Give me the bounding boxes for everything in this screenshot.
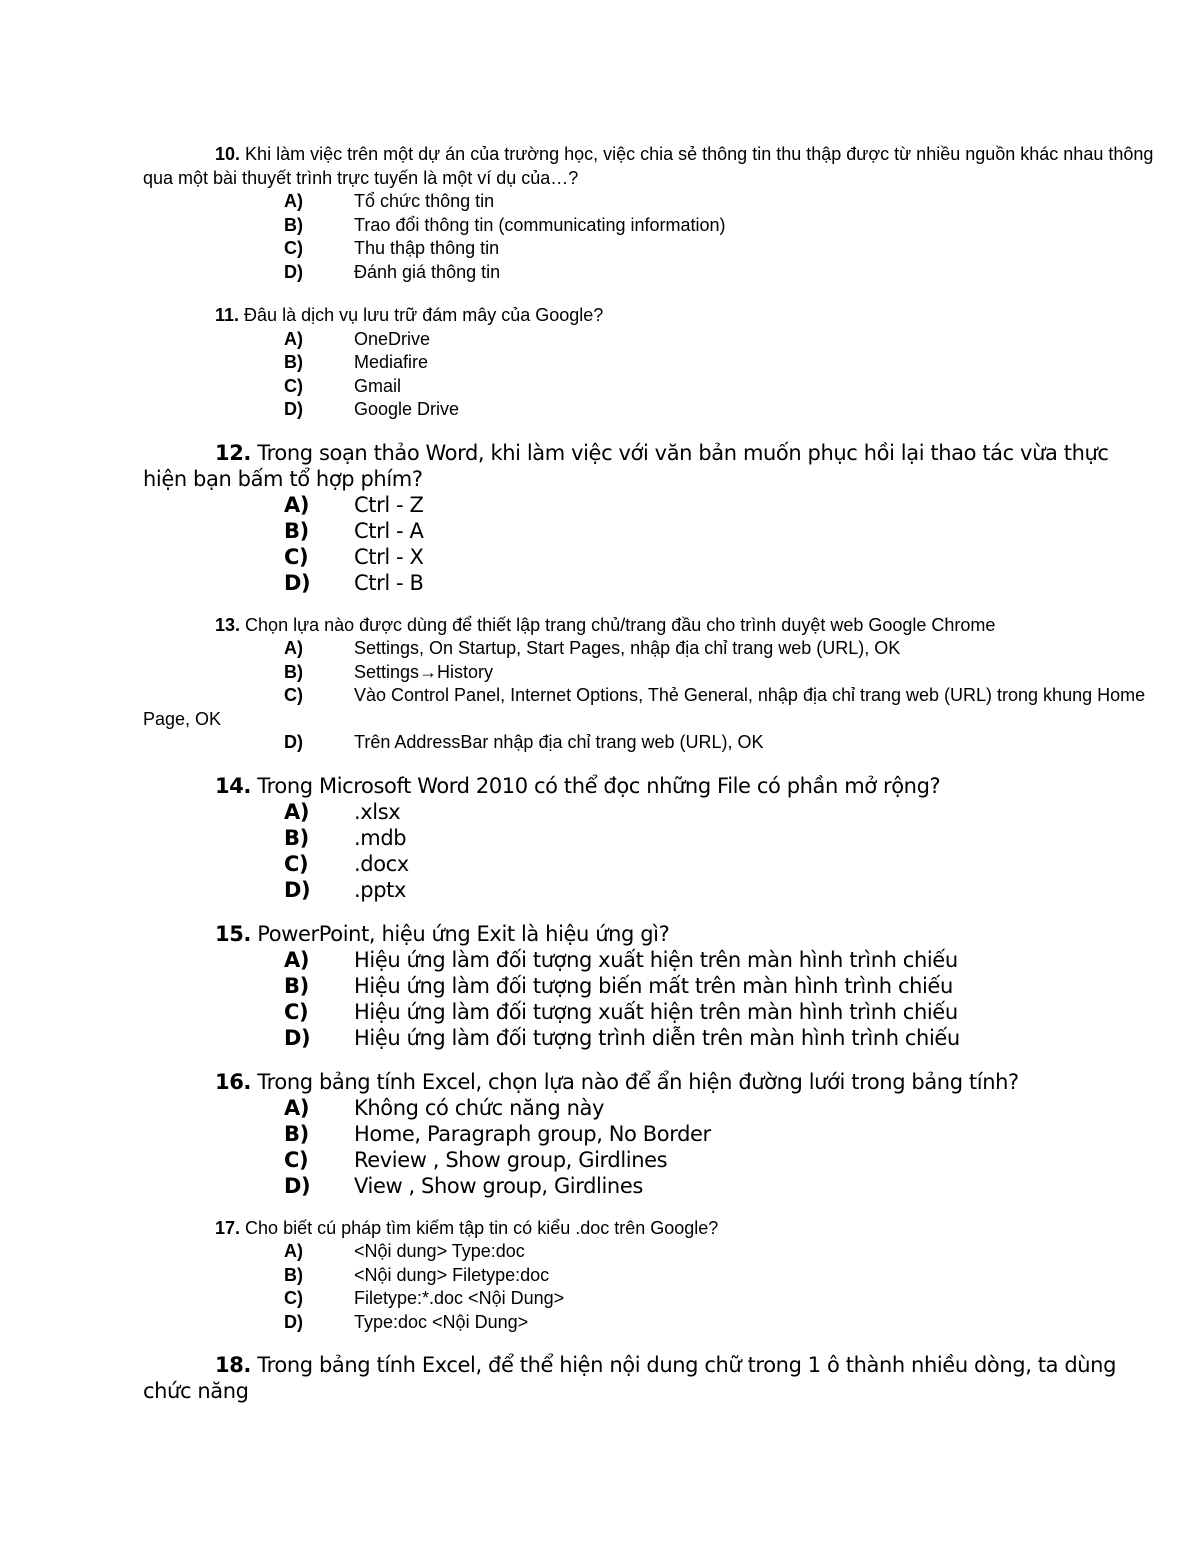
option-text: Ctrl - Z xyxy=(354,492,424,517)
option-letter: B) xyxy=(284,1121,309,1146)
option-c[interactable] xyxy=(143,237,1155,261)
option-d[interactable] xyxy=(143,731,1155,755)
option-letter: C) xyxy=(284,238,303,258)
option-letter: D) xyxy=(284,732,303,752)
option-text: Settings→History xyxy=(354,661,494,682)
option-text: Thu thập thông tin xyxy=(354,238,500,258)
option-letter: A) xyxy=(284,492,310,517)
option-d[interactable] xyxy=(143,398,1155,422)
option-letter: C) xyxy=(284,999,309,1024)
option-list xyxy=(143,492,1155,596)
question-text: Đâu là dịch vụ lưu trữ đám mây của Google? xyxy=(244,305,604,325)
option-c[interactable] xyxy=(143,851,1155,877)
option-b[interactable] xyxy=(143,1264,1155,1288)
question-11 xyxy=(143,304,1155,422)
option-text: .pptx xyxy=(354,877,406,902)
option-b[interactable] xyxy=(143,214,1155,238)
option-d[interactable] xyxy=(143,1311,1155,1335)
option-text: Ctrl - A xyxy=(354,518,424,543)
option-text: Ctrl - B xyxy=(354,570,424,595)
option-b[interactable] xyxy=(143,973,1155,999)
option-text: .xlsx xyxy=(354,799,401,824)
question-text: Trong bảng tính Excel, để thể hiện nội dung chữ trong 1 ô thành nhiều dòng, ta dùng chức năng xyxy=(143,1353,1117,1403)
option-text: Type:doc <Nội Dung> xyxy=(354,1311,529,1332)
question-14 xyxy=(143,773,1155,903)
option-c[interactable] xyxy=(143,684,1155,731)
option-text: .mdb xyxy=(354,825,407,850)
option-text: <Nội dung> Type:doc xyxy=(354,1241,525,1261)
question-15 xyxy=(143,921,1155,1051)
option-text: Vào Control Panel, Internet Options, Thẻ General, nhập địa chỉ trang web (URL) trong khung Home Page, OK xyxy=(143,685,1146,729)
option-text: Không có chức năng này xyxy=(354,1095,604,1120)
option-letter: D) xyxy=(284,1025,311,1050)
option-d[interactable] xyxy=(143,1173,1155,1199)
option-text: Settings, On Startup, Start Pages, nhập địa chỉ trang web (URL), OK xyxy=(354,638,901,658)
question-number: 13. xyxy=(215,614,241,635)
option-letter: D) xyxy=(284,399,303,419)
option-a[interactable] xyxy=(143,799,1155,825)
option-letter: D) xyxy=(284,261,303,282)
option-d[interactable] xyxy=(143,1025,1155,1051)
option-a[interactable] xyxy=(143,190,1155,214)
option-letter: B) xyxy=(284,214,303,235)
question-number: 12. xyxy=(215,440,252,465)
option-d[interactable] xyxy=(143,570,1155,596)
question-text: Cho biết cú pháp tìm kiếm tập tin có kiểu .doc trên Google? xyxy=(245,1217,719,1238)
option-letter: D) xyxy=(284,1311,303,1332)
option-a[interactable] xyxy=(143,328,1155,352)
option-letter: C) xyxy=(284,1288,303,1308)
option-text: Hiệu ứng làm đối tượng biến mất trên màn hình trình chiếu xyxy=(354,973,953,998)
question-18 xyxy=(143,1352,1155,1404)
option-list xyxy=(143,799,1155,903)
option-letter: C) xyxy=(284,375,303,396)
option-text: Hiệu ứng làm đối tượng xuất hiện trên màn hình trình chiếu xyxy=(354,999,958,1024)
option-text: Google Drive xyxy=(354,399,460,419)
option-c[interactable] xyxy=(143,1287,1155,1311)
question-17 xyxy=(143,1217,1155,1335)
option-letter: B) xyxy=(284,825,309,850)
option-letter: C) xyxy=(284,851,309,876)
option-text: <Nội dung> Filetype:doc xyxy=(354,1264,550,1285)
option-c[interactable] xyxy=(143,999,1155,1025)
question-text: Trong Microsoft Word 2010 có thể đọc những File có phần mở rộng? xyxy=(257,773,941,798)
option-text: Filetype:*.doc <Nội Dung> xyxy=(354,1288,565,1308)
option-letter: B) xyxy=(284,518,309,543)
option-b[interactable] xyxy=(143,825,1155,851)
option-c[interactable] xyxy=(143,1147,1155,1173)
option-text: View , Show group, Girdlines xyxy=(354,1173,643,1198)
question-13 xyxy=(143,614,1155,755)
option-a[interactable] xyxy=(143,492,1155,518)
question-text: PowerPoint, hiệu ứng Exit là hiệu ứng gì? xyxy=(257,921,670,946)
question-text: Khi làm việc trên một dự án của trường học, việc chia sẻ thông tin thu thập được từ nhiều nguồn khác nhau thông qua một bài thuyết trình trực tuyến là một ví dụ của…? xyxy=(143,144,1154,188)
option-letter: B) xyxy=(284,352,303,372)
option-letter: A) xyxy=(284,799,310,824)
question-number: 15. xyxy=(215,921,252,946)
option-letter: C) xyxy=(284,1147,309,1172)
option-letter: A) xyxy=(284,947,310,972)
option-list xyxy=(143,947,1155,1051)
option-letter: C) xyxy=(284,685,303,705)
option-text: Home, Paragraph group, No Border xyxy=(354,1121,711,1146)
question-text: Chọn lựa nào được dùng để thiết lập trang chủ/trang đầu cho trình duyệt web Google Chrome xyxy=(245,614,996,635)
question-text: Trong soạn thảo Word, khi làm việc với văn bản muốn phục hồi lại thao tác vừa thực hiện bạn bấm tổ hợp phím? xyxy=(143,440,1109,491)
option-list xyxy=(143,637,1155,755)
question-16 xyxy=(143,1069,1155,1199)
option-b[interactable] xyxy=(143,518,1155,544)
option-letter: C) xyxy=(284,544,309,569)
question-number: 18. xyxy=(215,1353,252,1377)
option-a[interactable] xyxy=(143,1240,1155,1264)
question-number: 17. xyxy=(215,1217,241,1238)
option-a[interactable] xyxy=(143,947,1155,973)
option-c[interactable] xyxy=(143,375,1155,399)
option-letter: A) xyxy=(284,191,303,211)
option-c[interactable] xyxy=(143,544,1155,570)
option-letter: B) xyxy=(284,661,303,682)
option-letter: A) xyxy=(284,328,303,349)
question-10 xyxy=(143,143,1155,284)
option-d[interactable] xyxy=(143,877,1155,903)
option-letter: D) xyxy=(284,877,311,902)
option-letter: A) xyxy=(284,1241,303,1261)
option-list xyxy=(143,1095,1155,1199)
option-text: Đánh giá thông tin xyxy=(354,261,501,282)
option-letter: B) xyxy=(284,1264,303,1285)
option-text: Mediafire xyxy=(354,352,429,372)
option-list xyxy=(143,1240,1155,1334)
option-list xyxy=(143,190,1155,284)
option-text: .docx xyxy=(354,851,409,876)
option-letter: A) xyxy=(284,638,303,658)
option-text: Tổ chức thông tin xyxy=(354,191,495,211)
option-text: Review , Show group, Girdlines xyxy=(354,1147,668,1172)
question-number: 16. xyxy=(215,1069,252,1094)
option-text: Gmail xyxy=(354,375,402,396)
option-text: Ctrl - X xyxy=(354,544,424,569)
option-a[interactable] xyxy=(143,637,1155,661)
option-b[interactable] xyxy=(143,351,1155,375)
option-letter: B) xyxy=(284,973,309,998)
question-12 xyxy=(143,440,1155,596)
option-list xyxy=(143,328,1155,422)
option-letter: A) xyxy=(284,1095,310,1120)
document-body xyxy=(143,143,1155,1404)
question-number: 11. xyxy=(215,305,240,325)
option-b[interactable] xyxy=(143,1121,1155,1147)
option-letter: D) xyxy=(284,570,311,595)
option-text: Trao đổi thông tin (communicating information) xyxy=(354,214,726,235)
option-b[interactable] xyxy=(143,661,1155,685)
option-a[interactable] xyxy=(143,1095,1155,1121)
option-letter: D) xyxy=(284,1173,311,1198)
option-text: Hiệu ứng làm đối tượng trình diễn trên màn hình trình chiếu xyxy=(354,1025,960,1050)
question-text: Trong bảng tính Excel, chọn lựa nào để ẩn hiện đường lưới trong bảng tính? xyxy=(257,1069,1019,1094)
option-text: OneDrive xyxy=(354,328,431,349)
option-text: Trên AddressBar nhập địa chỉ trang web (URL), OK xyxy=(354,732,764,752)
option-d[interactable] xyxy=(143,261,1155,285)
option-text: Hiệu ứng làm đối tượng xuất hiện trên màn hình trình chiếu xyxy=(354,947,958,972)
question-number: 10. xyxy=(215,144,241,164)
question-number: 14. xyxy=(215,773,252,798)
